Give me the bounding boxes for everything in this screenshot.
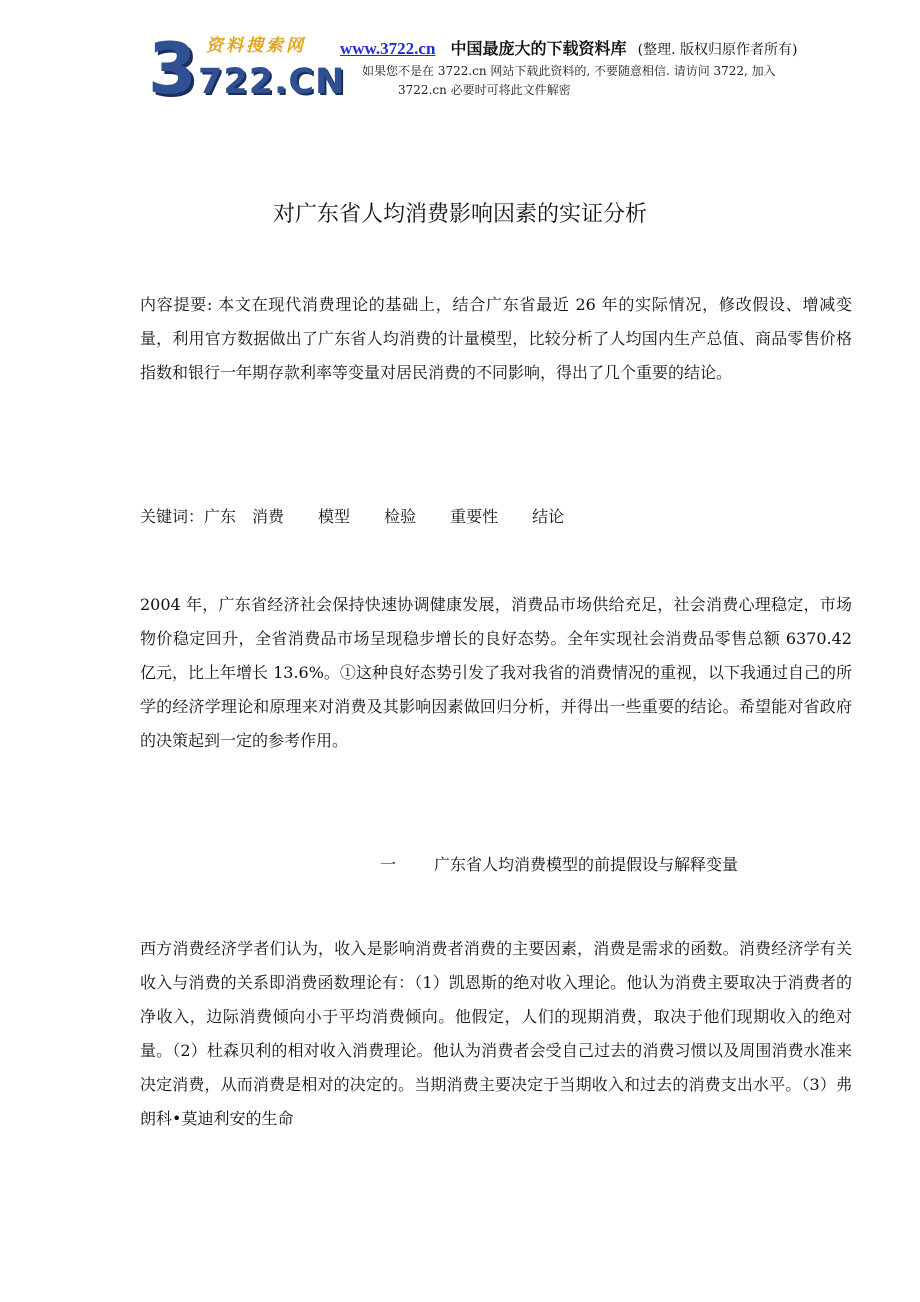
body-paragraph: 西方消费经济学者们认为，收入是影响消费者消费的主要因素，消费是需求的函数。消费经济学有关收入与消费的关系即消费函数理论有：（1）凯恩斯的绝对收入理论。他认为消费主要取决于消费者的净收入，边际消费倾向小于平均消费倾向。他假定，人们的现期消费，取决于他们现期收入的绝对量。（2）杜森贝利的相对收入消费理论。他认为消费者会受自己过去的消费习惯以及周围消费水准来决定消费，从而消费是相对的决定的。当期消费主要决定于当期收入和过去的消费支出水平。（3）弗朗科•莫迪利安的生命 — [140, 939, 852, 1128]
keywords-label: 关键词： — [140, 507, 205, 526]
site-logo[interactable] — [148, 28, 346, 110]
abstract-paragraph: 内容提要: 本文在现代消费理论的基础上，结合广东省最近 26 年的实际情况，修改假设、增减变量，利用官方数据做出了广东省人均消费的计量模型，比较分析了人均国内生产总值、商品零售价格指数和银行一年期存款利率等变量对居民消费的不同影响，得出了几个重要的结论。 — [140, 295, 852, 382]
logo-tagline: 资料搜索网 — [206, 36, 306, 56]
header-banner — [340, 38, 797, 61]
download-notice-line2: 3722.cn 必要时可将此文件解密 — [398, 83, 571, 97]
keywords-line — [140, 500, 598, 534]
document-title: 对广东省人均消费影响因素的实证分析 — [272, 202, 647, 227]
logo-domain: 722.CN — [198, 62, 346, 102]
logo-digit: 3 — [148, 28, 195, 110]
keyword: 消费 — [252, 507, 285, 526]
keyword: 重要性 — [450, 507, 499, 526]
keyword: 检验 — [384, 507, 417, 526]
keyword: 广东 — [204, 507, 237, 526]
keyword: 模型 — [318, 507, 351, 526]
section-title: 广东省人均消费模型的前提假设与解释变量 — [434, 855, 739, 874]
section-number: 一 — [380, 855, 397, 874]
site-slogan: 中国最庞大的下载资料库 — [450, 39, 627, 58]
intro-paragraph: 2004 年，广东省经济社会保持快速协调健康发展，消费品市场供给充足，社会消费心理稳定，市场物价稳定回升，全省消费品市场呈现稳步增长的良好态势。全年实现社会消费品零售总额 6370.42 亿元，比上年增长 13.6%。①这种良好态势引发了我对我省的消费情况的重视，以下我通过自己的所学的经济学理论和原理来对消费及其影响因素做回归分析，并得出一些重要的结论。希望能对省政府的决策起到一定的参考作用。 — [140, 595, 852, 750]
section-heading — [380, 848, 738, 882]
keyword: 结论 — [532, 507, 565, 526]
download-notice-line1: 如果您不是在 3722.cn 网站下载此资料的, 不要随意相信. 请访问 3722, 加入 — [362, 64, 776, 78]
rights-note: (整理. 版权归原作者所有) — [637, 42, 798, 58]
site-link[interactable]: www.3722.cn — [340, 39, 436, 58]
